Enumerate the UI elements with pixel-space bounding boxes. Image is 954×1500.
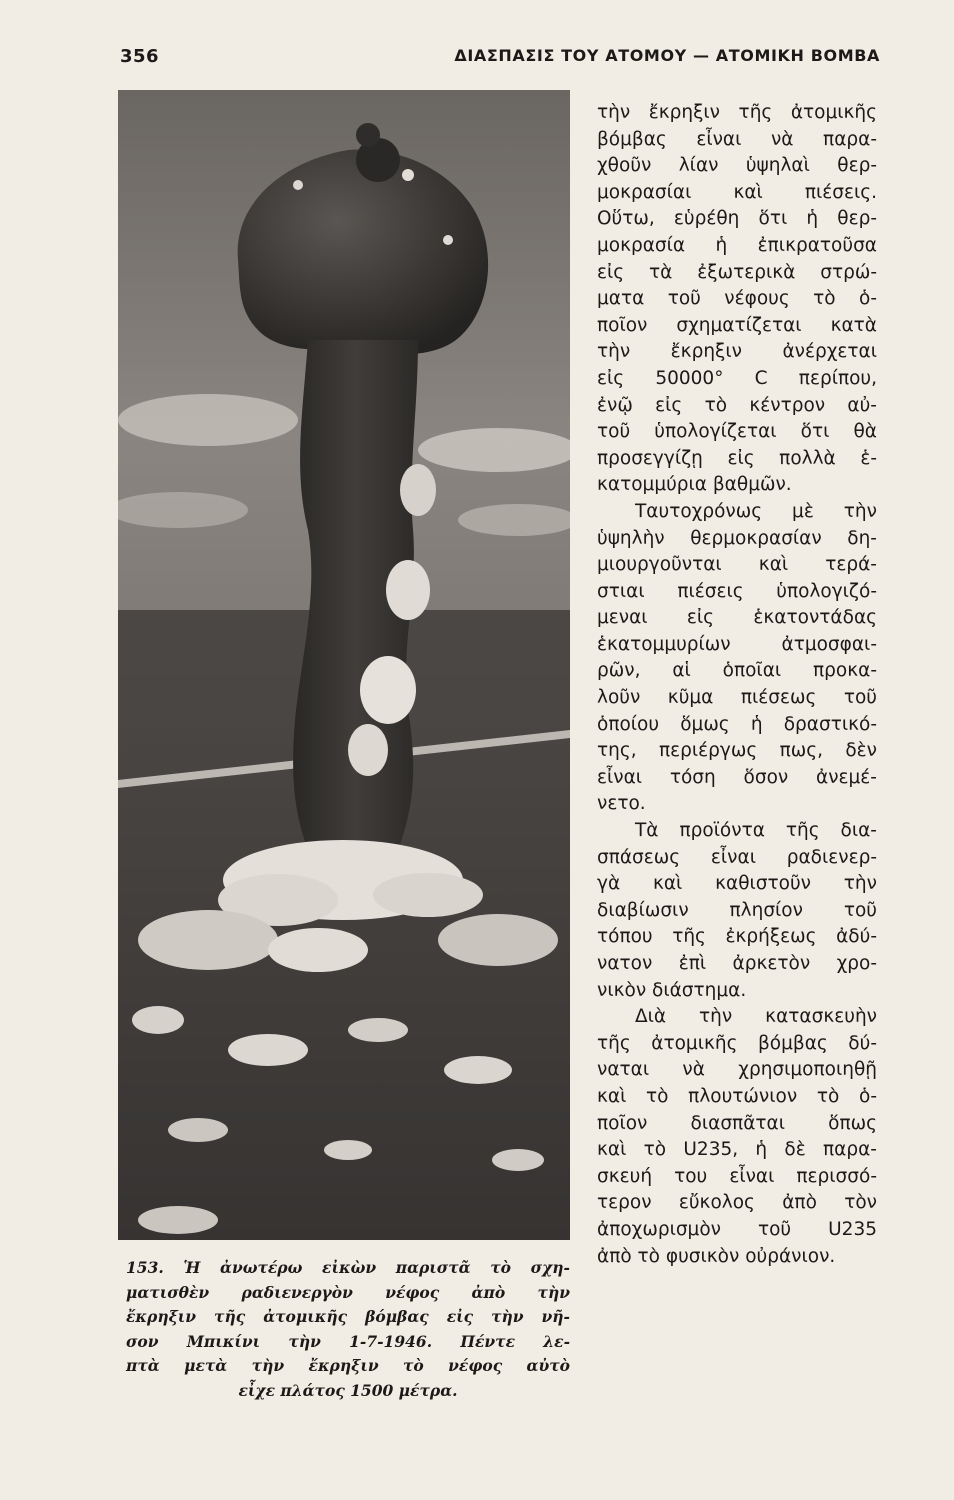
body-line: ἀπὸ τὸ φυσικὸν οὐράνιον. [597,1245,836,1267]
body-line: ὑψηλὴν θερμοκρασίαν δη- [597,527,877,549]
body-line: Ταυτοχρόνως μὲ τὴν [635,500,877,522]
body-line: κατομμύρια βαθμῶν. [597,474,792,496]
body-line: σκευή του εἶναι περισσό- [597,1165,877,1187]
body-line: νετο. [597,793,646,815]
body-line: ἐνῷ εἰς τὸ κέντρον αὐ- [597,394,877,416]
figure-caption [126,1256,570,1403]
body-line: ποῖον σχηματίζεται κατὰ [597,314,877,336]
body-line: τόπου τῆς ἐκρήξεως ἀδύ- [597,926,877,948]
caption-line: ματισθὲν ραδιενεργὸν νέφος ἀπὸ τὴν [126,1282,570,1302]
body-line: καὶ τὸ U235, ἡ δὲ παρα- [597,1139,877,1161]
body-line: ὁποίου ὅμως ἡ δραστικό- [597,713,877,735]
body-line: τὴν ἔκρηξιν ἀνέρχεται [597,341,877,363]
body-line: μεναι εἰς ἑκατοντάδας [597,607,877,629]
body-line: μοκρασία ἡ ἐπικρατοῦσα [597,234,877,256]
caption-line: εἶχε πλάτος 1500 μέτρα. [238,1380,458,1400]
body-line: τὴν ἔκρηξιν τῆς ἀτομικῆς [597,102,877,123]
body-line: εἰς 50000° C περίπου, [597,367,877,389]
running-title: ΔΙΑΣΠΑΣΙΣ ΤΟΥ ΑΤΟΜΟΥ — ΑΤΟΜΙΚΗ ΒΟΜΒΑ [454,46,880,65]
body-line: Οὕτω, εὑρέθη ὅτι ἡ θερ- [597,208,877,230]
body-line: διαβίωσιν πλησίον τοῦ [597,899,877,921]
body-line: Διὰ τὴν κατασκευὴν [635,1006,877,1028]
body-line: εἶναι τόση ὅσον ἀνεμέ- [597,766,877,788]
page-number: 356 [120,46,160,67]
body-line: τοῦ ὑπολογίζεται ὅτι θὰ [597,421,877,443]
mushroom-cloud-photo [118,90,570,1240]
caption-line: 153. Ἡ ἀνωτέρω εἰκὼν παριστᾶ τὸ σχη- [126,1258,570,1277]
body-line: προσεγγίζῃ εἰς πολλὰ ἑ- [597,447,877,469]
body-line: εἰς τὰ ἐξωτερικὰ στρώ- [597,261,877,283]
body-line: τῆς ἀτομικῆς βόμβας δύ- [597,1032,877,1054]
body-line: χθοῦν λίαν ὑψηλαὶ θερ- [597,155,877,177]
body-line: ματα τοῦ νέφους τὸ ὁ- [597,288,877,310]
body-line: ρῶν, αἱ ὁποῖαι προκα- [597,660,877,682]
body-text-column [597,100,877,1270]
caption-line: σον Μπικίνι τὴν 1-7-1946. Πέντε λε- [126,1331,570,1351]
body-line: νικὸν διάστημα. [597,979,747,1001]
body-line: νατον ἐπὶ ἀρκετὸν χρο- [597,953,877,974]
body-line: βόμβας εἶναι νὰ παρα- [597,128,877,150]
caption-line: ἔκρηξιν τῆς ἀτομικῆς βόμβας εἰς τὴν νῆ- [126,1307,570,1326]
body-line: μοκρασίαι καὶ πιέσεις. [597,181,877,203]
body-line: καὶ τὸ πλουτώνιον τὸ ὁ- [597,1085,877,1107]
caption-line: πτὰ μετὰ τὴν ἔκρηξιν τὸ νέφος αὐτὸ [126,1356,570,1375]
body-line: σπάσεως εἶναι ραδιενερ- [597,846,877,868]
body-line: ποῖον διασπᾶται ὅπως [597,1112,877,1134]
body-line: στιαι πιέσεις ὑπολογιζό- [597,580,877,602]
body-line: ἀποχωρισμὸν τοῦ U235 [597,1218,877,1240]
body-line: μιουργοῦνται καὶ τερά- [597,554,877,576]
body-line: ἑκατομμυρίων ἀτμοσφαι- [597,633,877,655]
body-line: λοῦν κῦμα πιέσεως τοῦ [597,687,877,709]
body-line: Τὰ προϊόντα τῆς δια- [635,820,877,842]
body-line: γὰ καὶ καθιστοῦν τὴν [597,873,877,895]
body-line: της, περιέργως πως, δὲν [597,740,877,762]
body-line: ναται νὰ χρησιμοποιηθῇ [597,1059,877,1081]
body-line: τερον εὔκολος ἀπὸ τὸν [597,1192,877,1214]
page-header [120,46,880,76]
